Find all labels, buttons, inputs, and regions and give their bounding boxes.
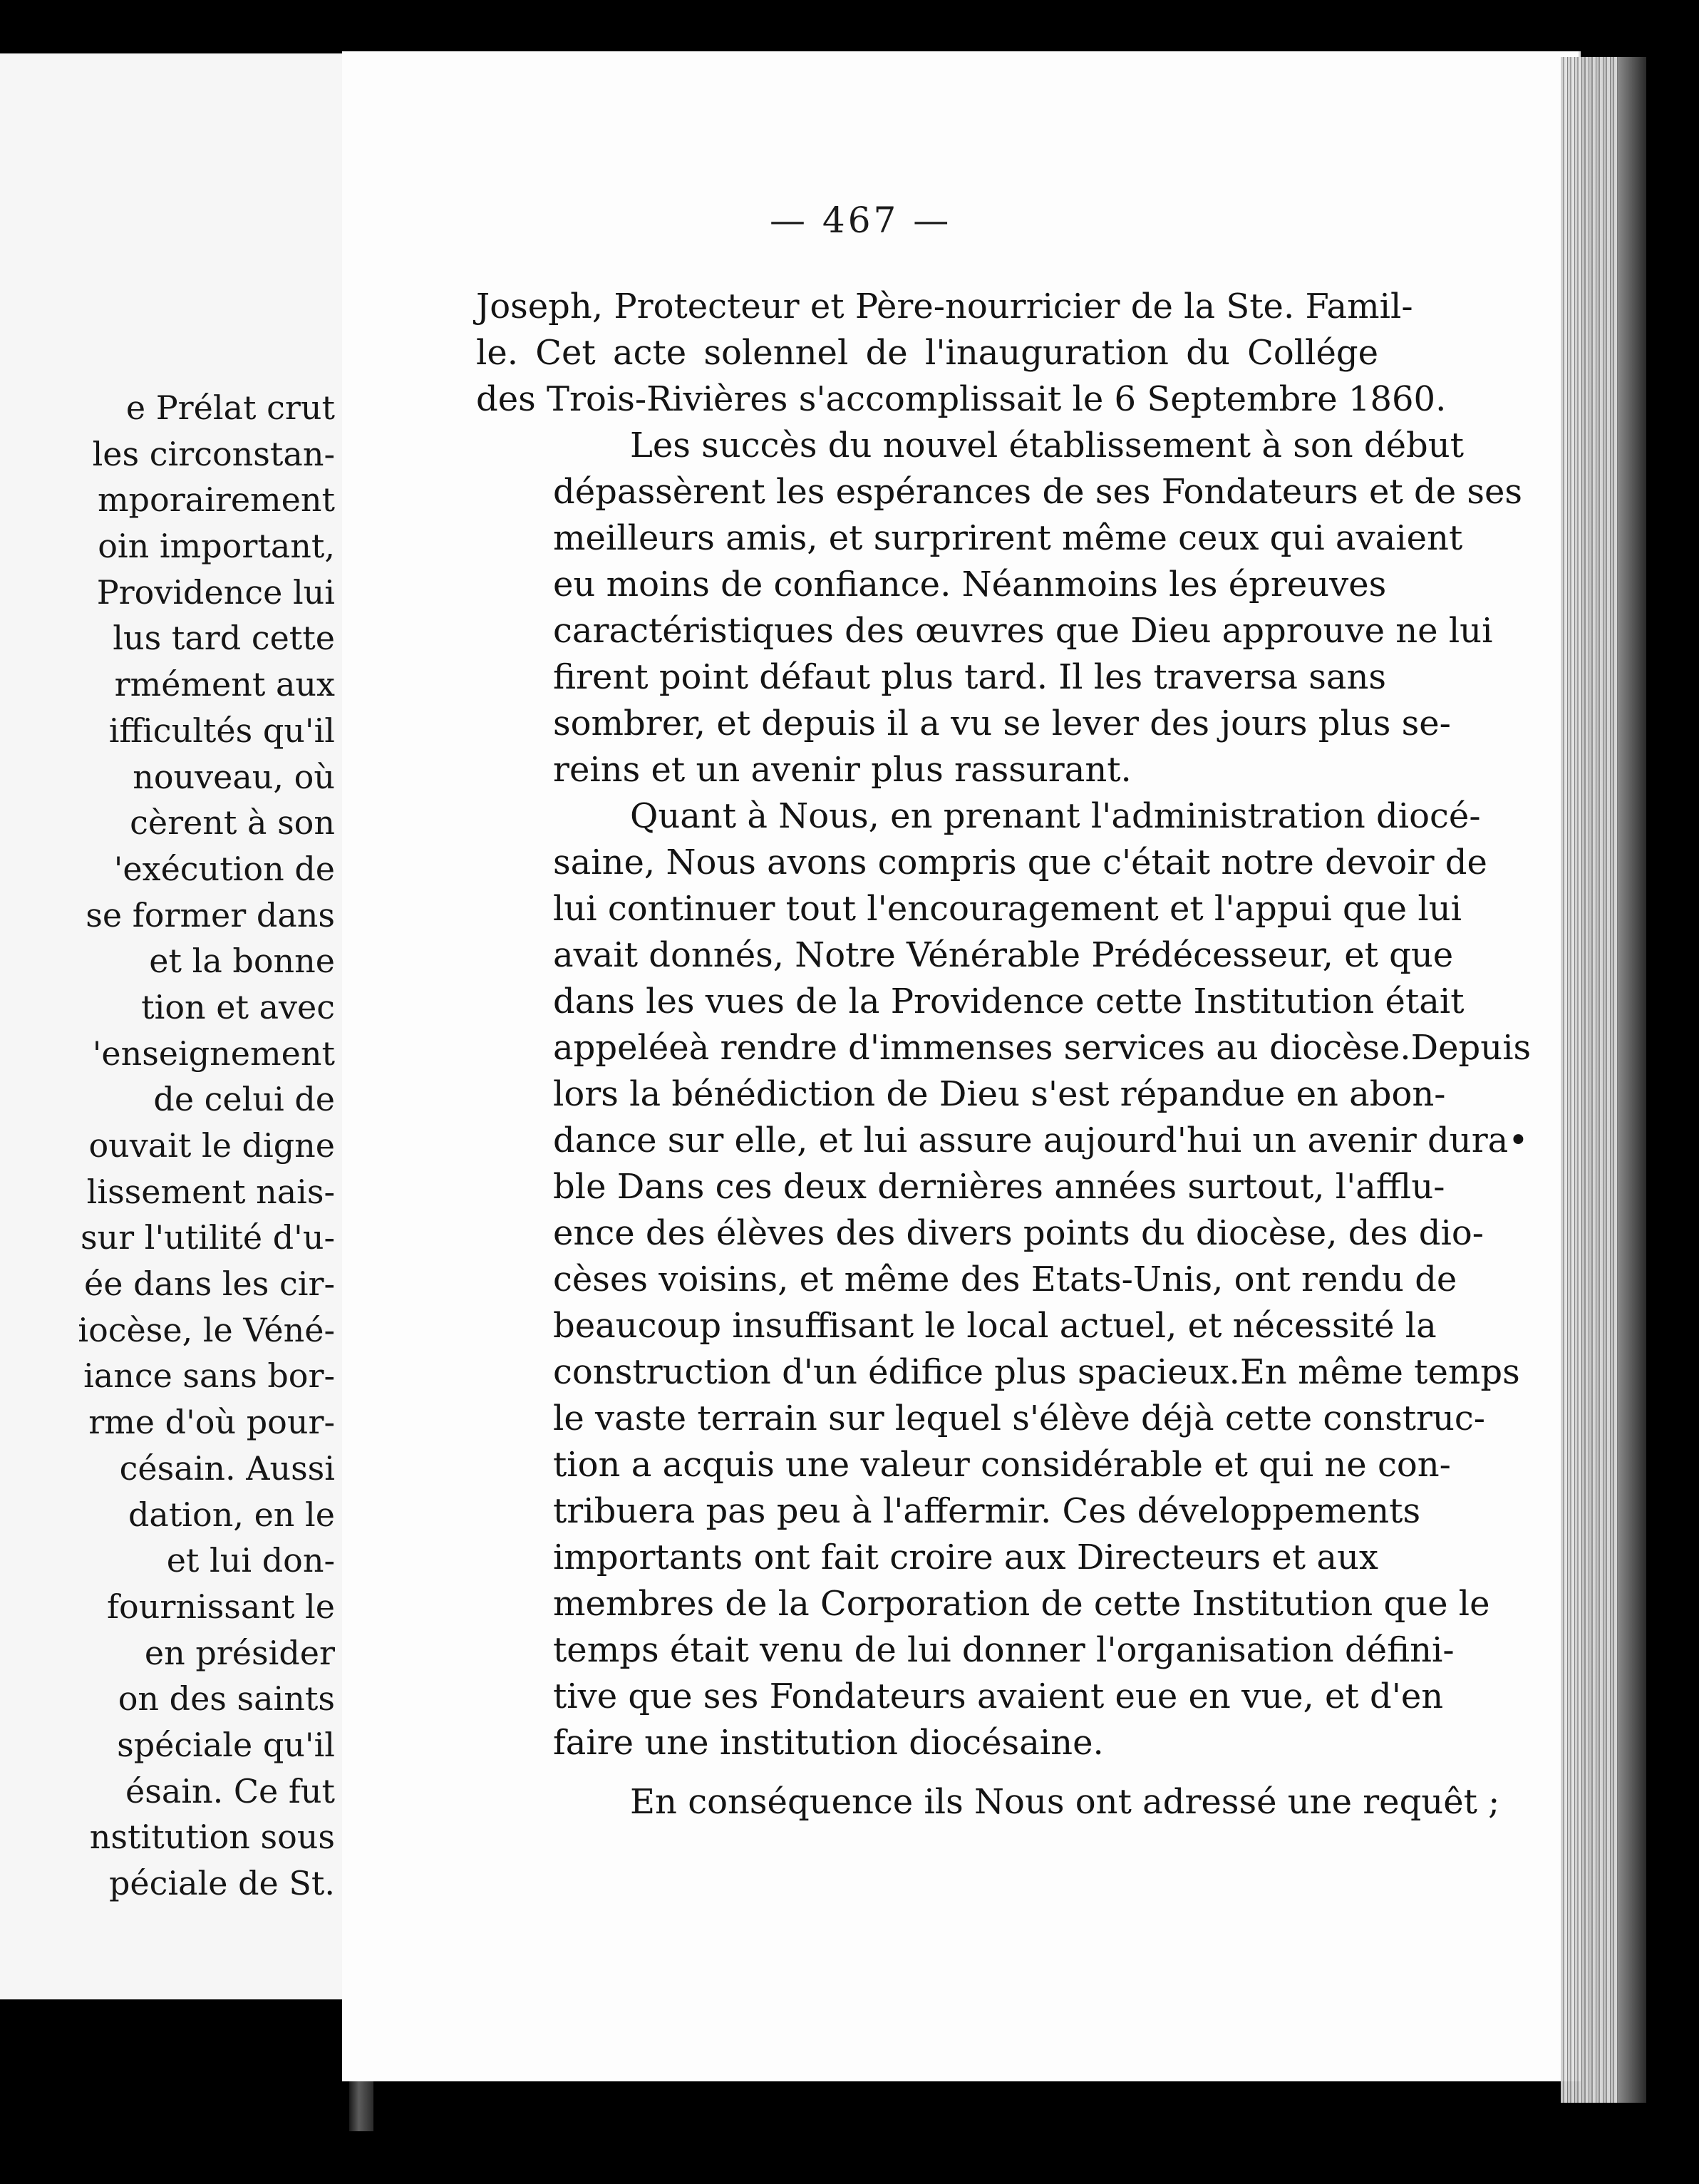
left-page-line: ouvait le digne [88,1126,335,1165]
text-line: tion a acquis une valeur considérable et qui ne con- [553,1445,1451,1485]
text-line: ble Dans ces deux dernières années surtout, l'afflu- [553,1167,1445,1207]
left-page-line: oin important, [98,527,335,566]
text-line: avait donnés, Notre Vénérable Prédécesseur, et que [553,935,1454,975]
text-line: importants ont fait croire aux Directeurs et aux [553,1537,1378,1577]
text-line: lui continuer tout l'encouragement et l'appui que lui [553,889,1462,929]
text-line: Joseph, Protecteur et Père-nourricier de la Ste. Famil- [476,287,1413,326]
text-line: le. Cet acte solennel de l'inauguration du Collége [476,333,1378,373]
left-page-line: iocèse, le Véné- [78,1310,335,1349]
left-page-line: Providence lui [96,572,335,612]
text-line: eu moins de confiance. Néanmoins les épreuves [553,565,1387,604]
text-line: faire une institution diocésaine. [553,1723,1104,1763]
page-body [476,284,1532,1825]
text-line: dans les vues de la Providence cette Institution était [553,982,1465,1021]
left-page-line: ésain. Ce fut [125,1771,335,1810]
text-line: appeléeà rendre d'immenses services au diocèse.Depuis [553,1028,1532,1068]
left-page-line: nstitution sous [89,1818,335,1857]
text-line: dépassèrent les espérances de ses Fondateurs et de ses [553,472,1523,512]
left-page-line: iance sans bor- [83,1356,335,1396]
text-line: temps était venu de lui donner l'organisation défini- [553,1630,1455,1670]
text-line: dance sur elle, et lui assure aujourd'hui un avenir dura• [553,1121,1529,1160]
left-page [0,53,349,1999]
left-page-line: lissement nais- [86,1172,335,1211]
text-line: firent point défaut plus tard. Il les traversa sans [553,657,1387,697]
left-page-line: fournissant le [107,1587,335,1626]
left-page-line: en présider [144,1633,335,1672]
text-line: ence des élèves des divers points du diocèse, des dio- [553,1213,1484,1253]
page-number: — 467 — [770,200,952,241]
text-line: sombrer, et depuis il a vu se lever des jours plus se- [553,704,1451,743]
text-line: reins et un avenir plus rassurant. [553,750,1132,790]
text-line: des Trois-Rivières s'accomplissait le 6 Septembre 1860. [476,379,1447,419]
left-page-line: ifficultés qu'il [108,711,335,750]
left-page-line: et la bonne [149,942,335,981]
left-page-line: e Prélat crut [125,388,335,427]
left-page-line: césain. Aussi [119,1448,335,1488]
text-line: tive que ses Fondateurs avaient eue en vue, et d'en [553,1676,1444,1716]
left-page-line: on des saints [118,1679,335,1719]
left-page-line: 'exécution de [113,849,335,888]
left-page-line: dation, en le [128,1495,335,1534]
left-page-line: lus tard cette [113,619,335,658]
text-line: meilleurs amis, et surprirent même ceux qui avaient [553,518,1463,558]
book-cover-edge [1618,57,1646,2103]
text-line: lors la bénédiction de Dieu s'est répandue en abon- [553,1074,1446,1114]
paragraph [476,793,1532,1766]
text-line: tribuera pas peu à l'affermir. Ces développements [553,1491,1421,1531]
left-page-line: nouveau, où [133,757,335,796]
text-line: cèses voisins, et même des Etats-Unis, ont rendu de [553,1260,1457,1299]
left-page-line: rme d'où pour- [88,1403,335,1442]
left-page-line: rmément aux [114,665,335,704]
left-page-line: tion et avec [141,987,335,1026]
left-page-line: ée dans les cir- [84,1264,335,1304]
left-page-line: 'enseignement [92,1034,335,1073]
left-page-line: se former dans [86,895,335,934]
left-page-line: mporairement [97,480,335,520]
text-line: beaucoup insuffisant le local actuel, et nécessité la [553,1306,1437,1346]
text-line: Les succès du nouvel établissement à son début [630,426,1464,465]
left-page-line: cèrent à son [130,803,335,843]
text-line: saine, Nous avons compris que c'était notre devoir de [553,843,1487,882]
text-line: membres de la Corporation de cette Institution que le [553,1584,1490,1624]
left-page-line: et lui don- [166,1541,335,1580]
left-page-line: les circonstan- [92,434,335,473]
paragraph [476,423,1523,793]
text-line: Quant à Nous, en prenant l'administration diocé- [630,796,1481,836]
left-page-line: de celui de [153,1080,335,1119]
paragraph [476,1779,1500,1825]
text-line: En conséquence ils Nous ont adressé une requêt ; [630,1782,1500,1822]
text-line: construction d'un édifice plus spacieux.En même temps [553,1352,1520,1392]
left-page-line: péciale de St. [108,1864,335,1902]
paragraph [476,284,1447,423]
left-page-line: sur l'utilité d'u- [80,1218,335,1257]
text-line: caractéristiques des œuvres que Dieu approuve ne lui [553,611,1493,651]
left-page-line: spéciale qu'il [117,1725,335,1764]
left-page-text [0,385,335,1907]
text-line: le vaste terrain sur lequel s'élève déjà cette construc- [553,1399,1485,1438]
